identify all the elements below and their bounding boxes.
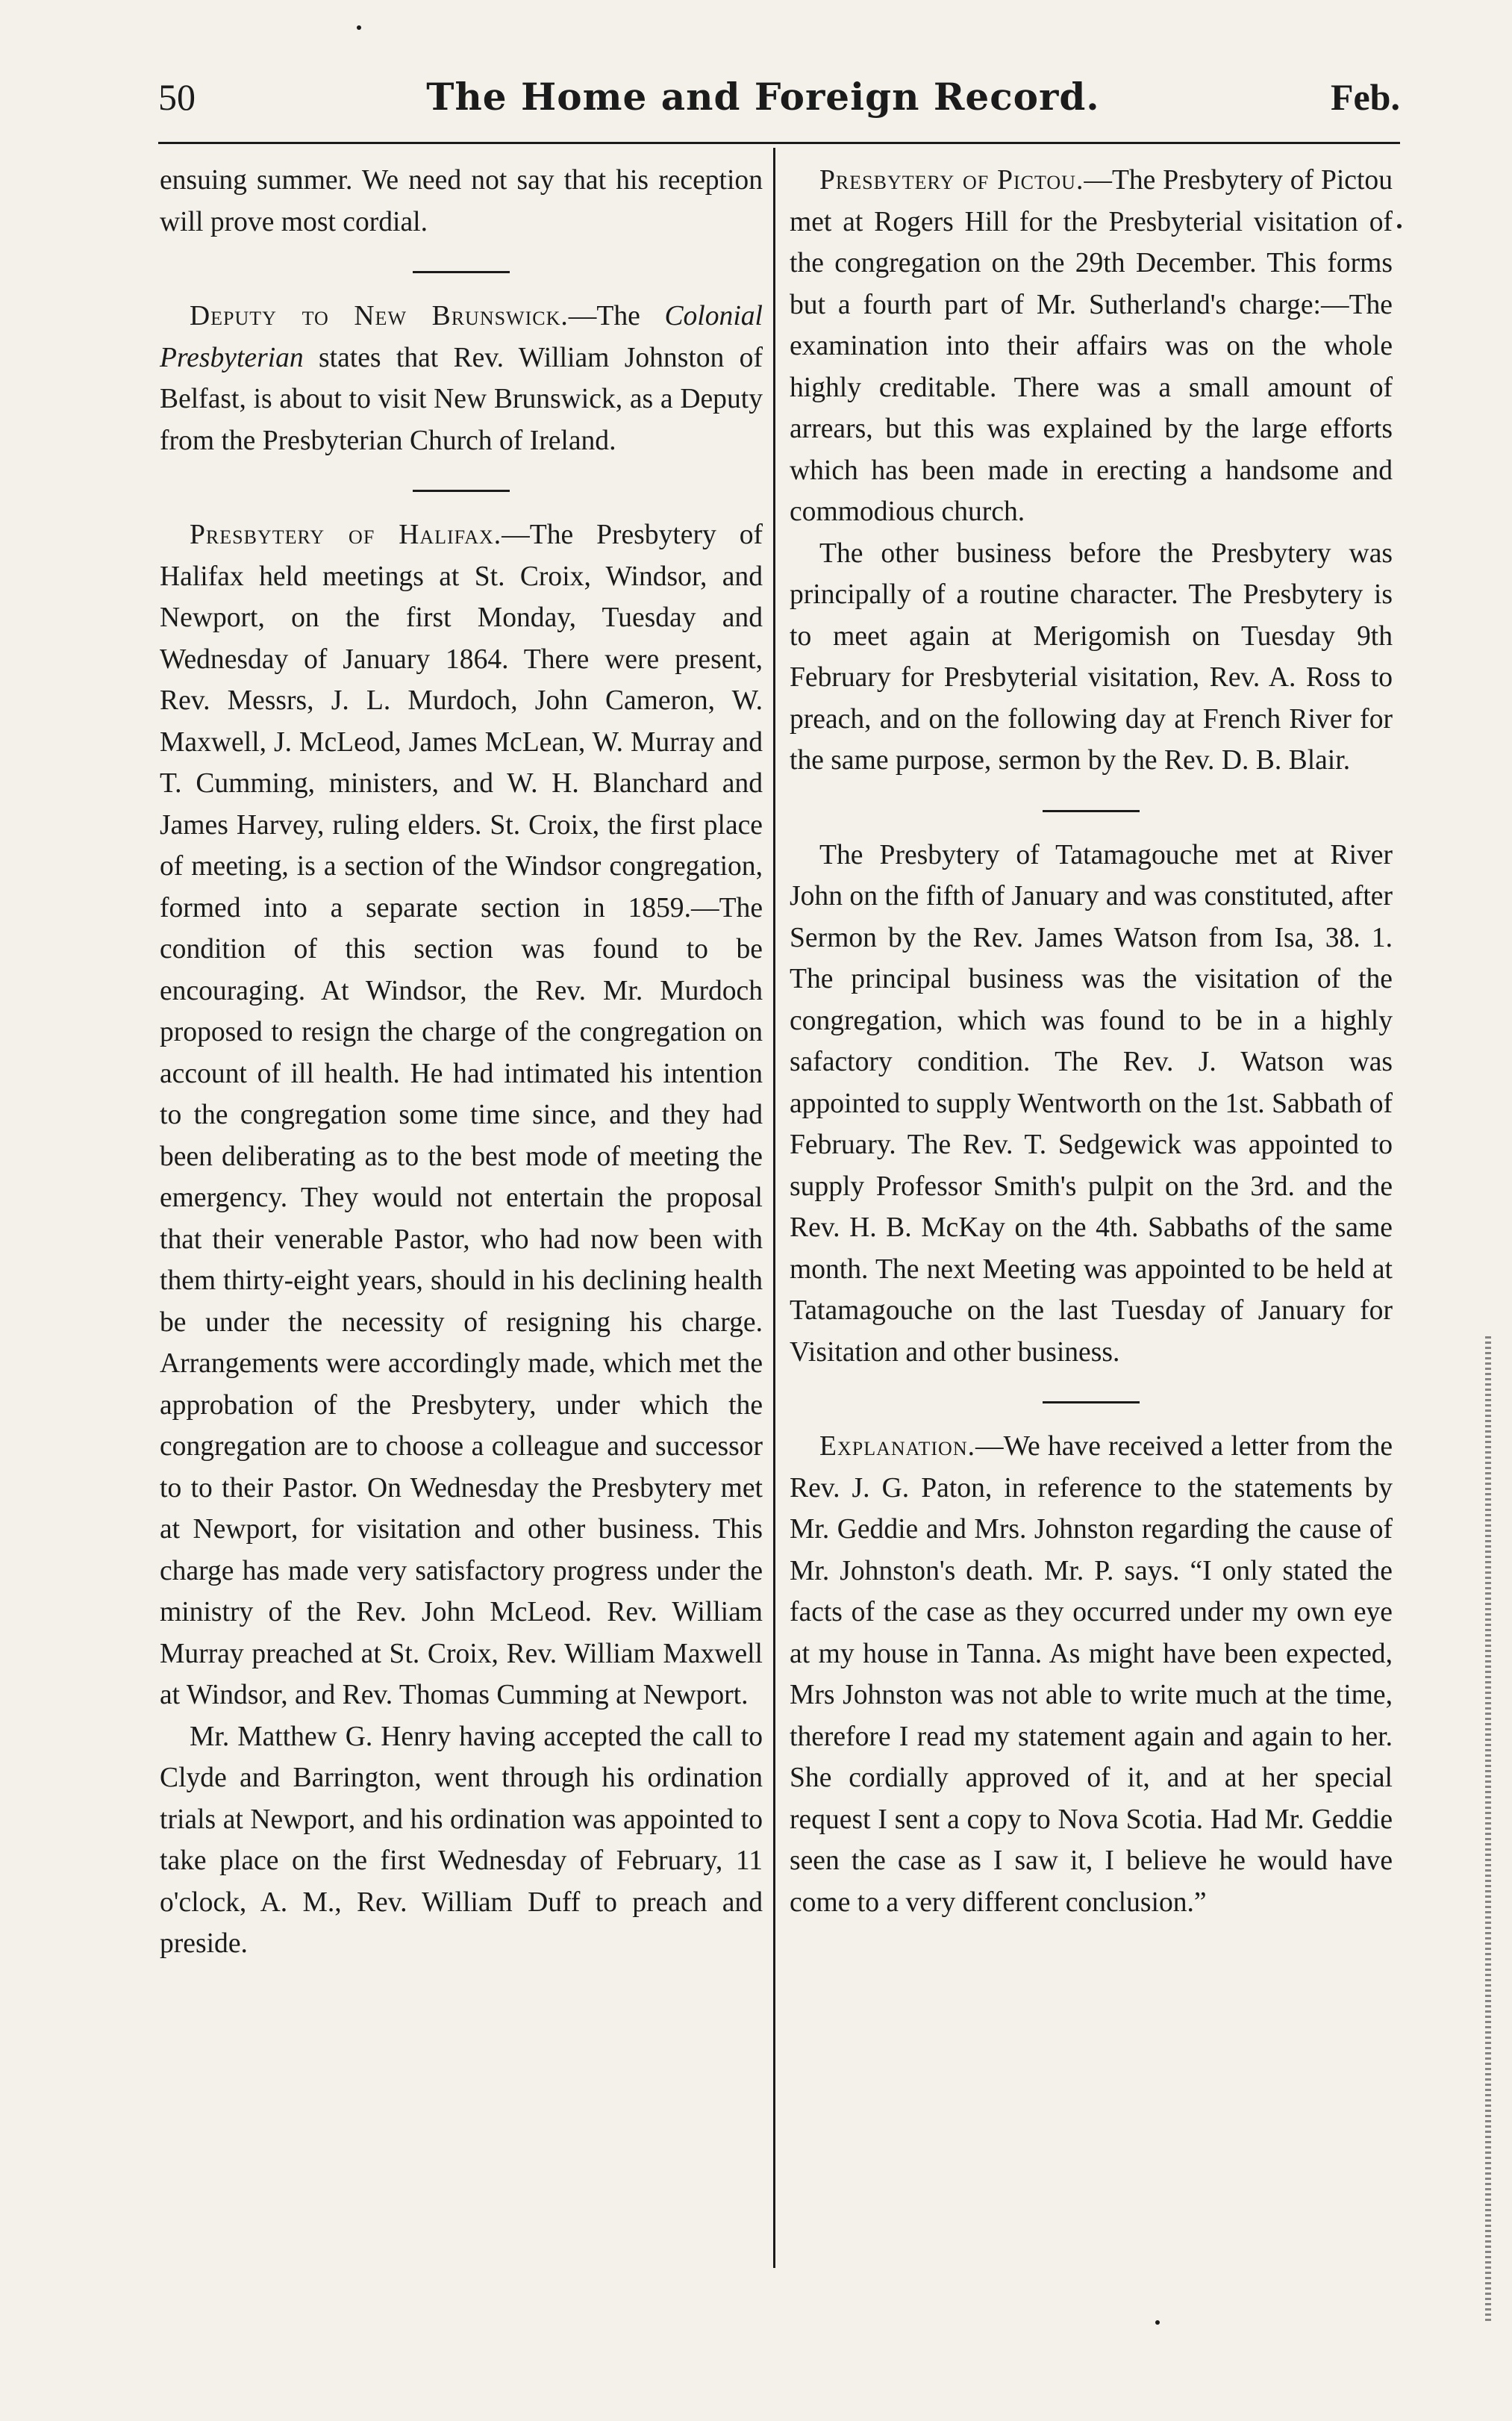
article-heading: Presbytery of Halifax. [190,520,502,550]
page-number: 50 [158,76,196,118]
running-title: The Home and Foreign Record. [426,75,1100,119]
section-separator [1043,810,1140,812]
left-column [160,160,763,1965]
section-separator [1043,1401,1140,1403]
scan-speck [1155,2320,1160,2325]
scan-speck [357,25,361,30]
issue-month: Feb. [1330,76,1400,118]
continued-paragraph: ensuing summer. We need not say that his reception will prove most cordial. [160,165,763,237]
scan-speck [1397,224,1402,228]
page-header [158,75,1400,142]
section-separator [413,271,510,273]
column-divider [773,148,775,2268]
deputy-article: Deputy to New Brunswick.—The Colonial Presbyterian states that Rev. William Johnston of Belfast, is about to visit New Brunswick, as a Deputy from the Presbyterian Church of Ireland. [160,301,763,456]
source-title: Colonial Presbyterian [160,301,763,373]
right-column [790,160,1393,1923]
scan-edge-mark [1485,1336,1491,2322]
tatamagouche-article: The Presbytery of Tatamagouche met at River John on the fifth of January and was constituted, after Sermon by the Rev. James Watson from Isa, 38. 1. The principal business was the visitation of the congregation, which was found to be in a highly safactory condition. The Rev. J. Watson was appointed to supply Wentworth on the 1st. Sabbath of February. The Rev. T. Sedgewick was appointed to supply Professor Smith's pulpit on the 3rd. and the Rev. H. B. McKay on the 4th. Sabbaths of the same month. The next Meeting was appointed to be held at Tatamagouche on the last Tuesday of January for Visitation and other business. [790,839,1393,1368]
article-heading: Explanation. [819,1431,976,1462]
henry-paragraph: Mr. Matthew G. Henry having accepted the call to Clyde and Barrington, went through his ordination trials at Newport, and his ordination was appointed to take place on the first Wednesday of February, 11 o'clock, A. M., Rev. William Duff to preach and preside. [160,1721,763,1959]
article-heading: Presbytery of Pictou. [819,165,1084,196]
explanation-article: Explanation.—We have received a letter from the Rev. J. G. Paton, in reference to the statements by Mr. Geddie and Mrs. Johnston regarding the cause of Mr. Johnston's death. Mr. P. says. “I only stated the facts of the case as they occurred under my own eye at my house in Tanna. As might have been expected, Mrs Johnston was not able to write much at the time, therefore I read my statement again and again to her. She cordially approved of it, and at her special request I sent a copy to Nova Scotia. Had Mr. Geddie seen the case as I saw it, I believe he would have come to a very different conclusion.” [790,1431,1393,1918]
header-rule [158,142,1400,144]
halifax-article: Presbytery of Halifax.—The Presbytery of Halifax held meetings at St. Croix, Windsor, and Newport, on the first Monday, Tuesday and Wednesday of January 1864. There were present, Rev. Messrs, J. L. Murdoch, John Cameron, W. Maxwell, J. McLeod, James McLean, W. Murray and T. Cumming, ministers, and W. H. Blanchard and James Harvey, ruling elders. St. Croix, the first place of meeting, is a section of the Windsor congregation, formed into a separate section in 1859.—The condition of this section was found to be encouraging. At Windsor, the Rev. Mr. Murdoch proposed to resign the charge of the congregation on account of ill health. He had intimated his intention to the congregation some time since, and they had been deliberating as to the best mode of meeting the emergency. They would not entertain the proposal that their venerable Pastor, who had now been with them thirty-eight years, should in his declining health be under the necessity of resigning his charge. Arrangements were accordingly made, which met the approbation of the Presbytery, under which the congregation are to choose a colleague and successor to to their Pastor. On Wednesday the Presbytery met at Newport, for visitation and other business. This charge has made very satisfactory progress under the ministry of the Rev. John McLeod. Rev. William Murray preached at St. Croix, Rev. William Maxwell at Windsor, and Rev. Thomas Cumming at Newport. [160,520,763,1710]
pictou-article: Presbytery of Pictou.—The Presbytery of Pictou met at Rogers Hill for the Presbyterial visitation of the congregation on the 29th December. This forms but a fourth part of Mr. Sutherland's charge:—The examination into their affairs was on the whole highly creditable. There was a small amount of arrears, but this was explained by the large efforts which has been made in erecting a handsome and commodious church. [790,165,1393,527]
pictou-paragraph-2: The other business before the Presbytery was principally of a routine character. The Presbytery is to meet again at Merigomish on Tuesday 9th February for Presbyterial visitation, Rev. A. Ross to preach, and on the following day at French River for the same purpose, sermon by the Rev. D. B. Blair. [790,538,1393,776]
article-heading: Deputy to New Brunswick. [190,301,569,331]
section-separator [413,490,510,492]
